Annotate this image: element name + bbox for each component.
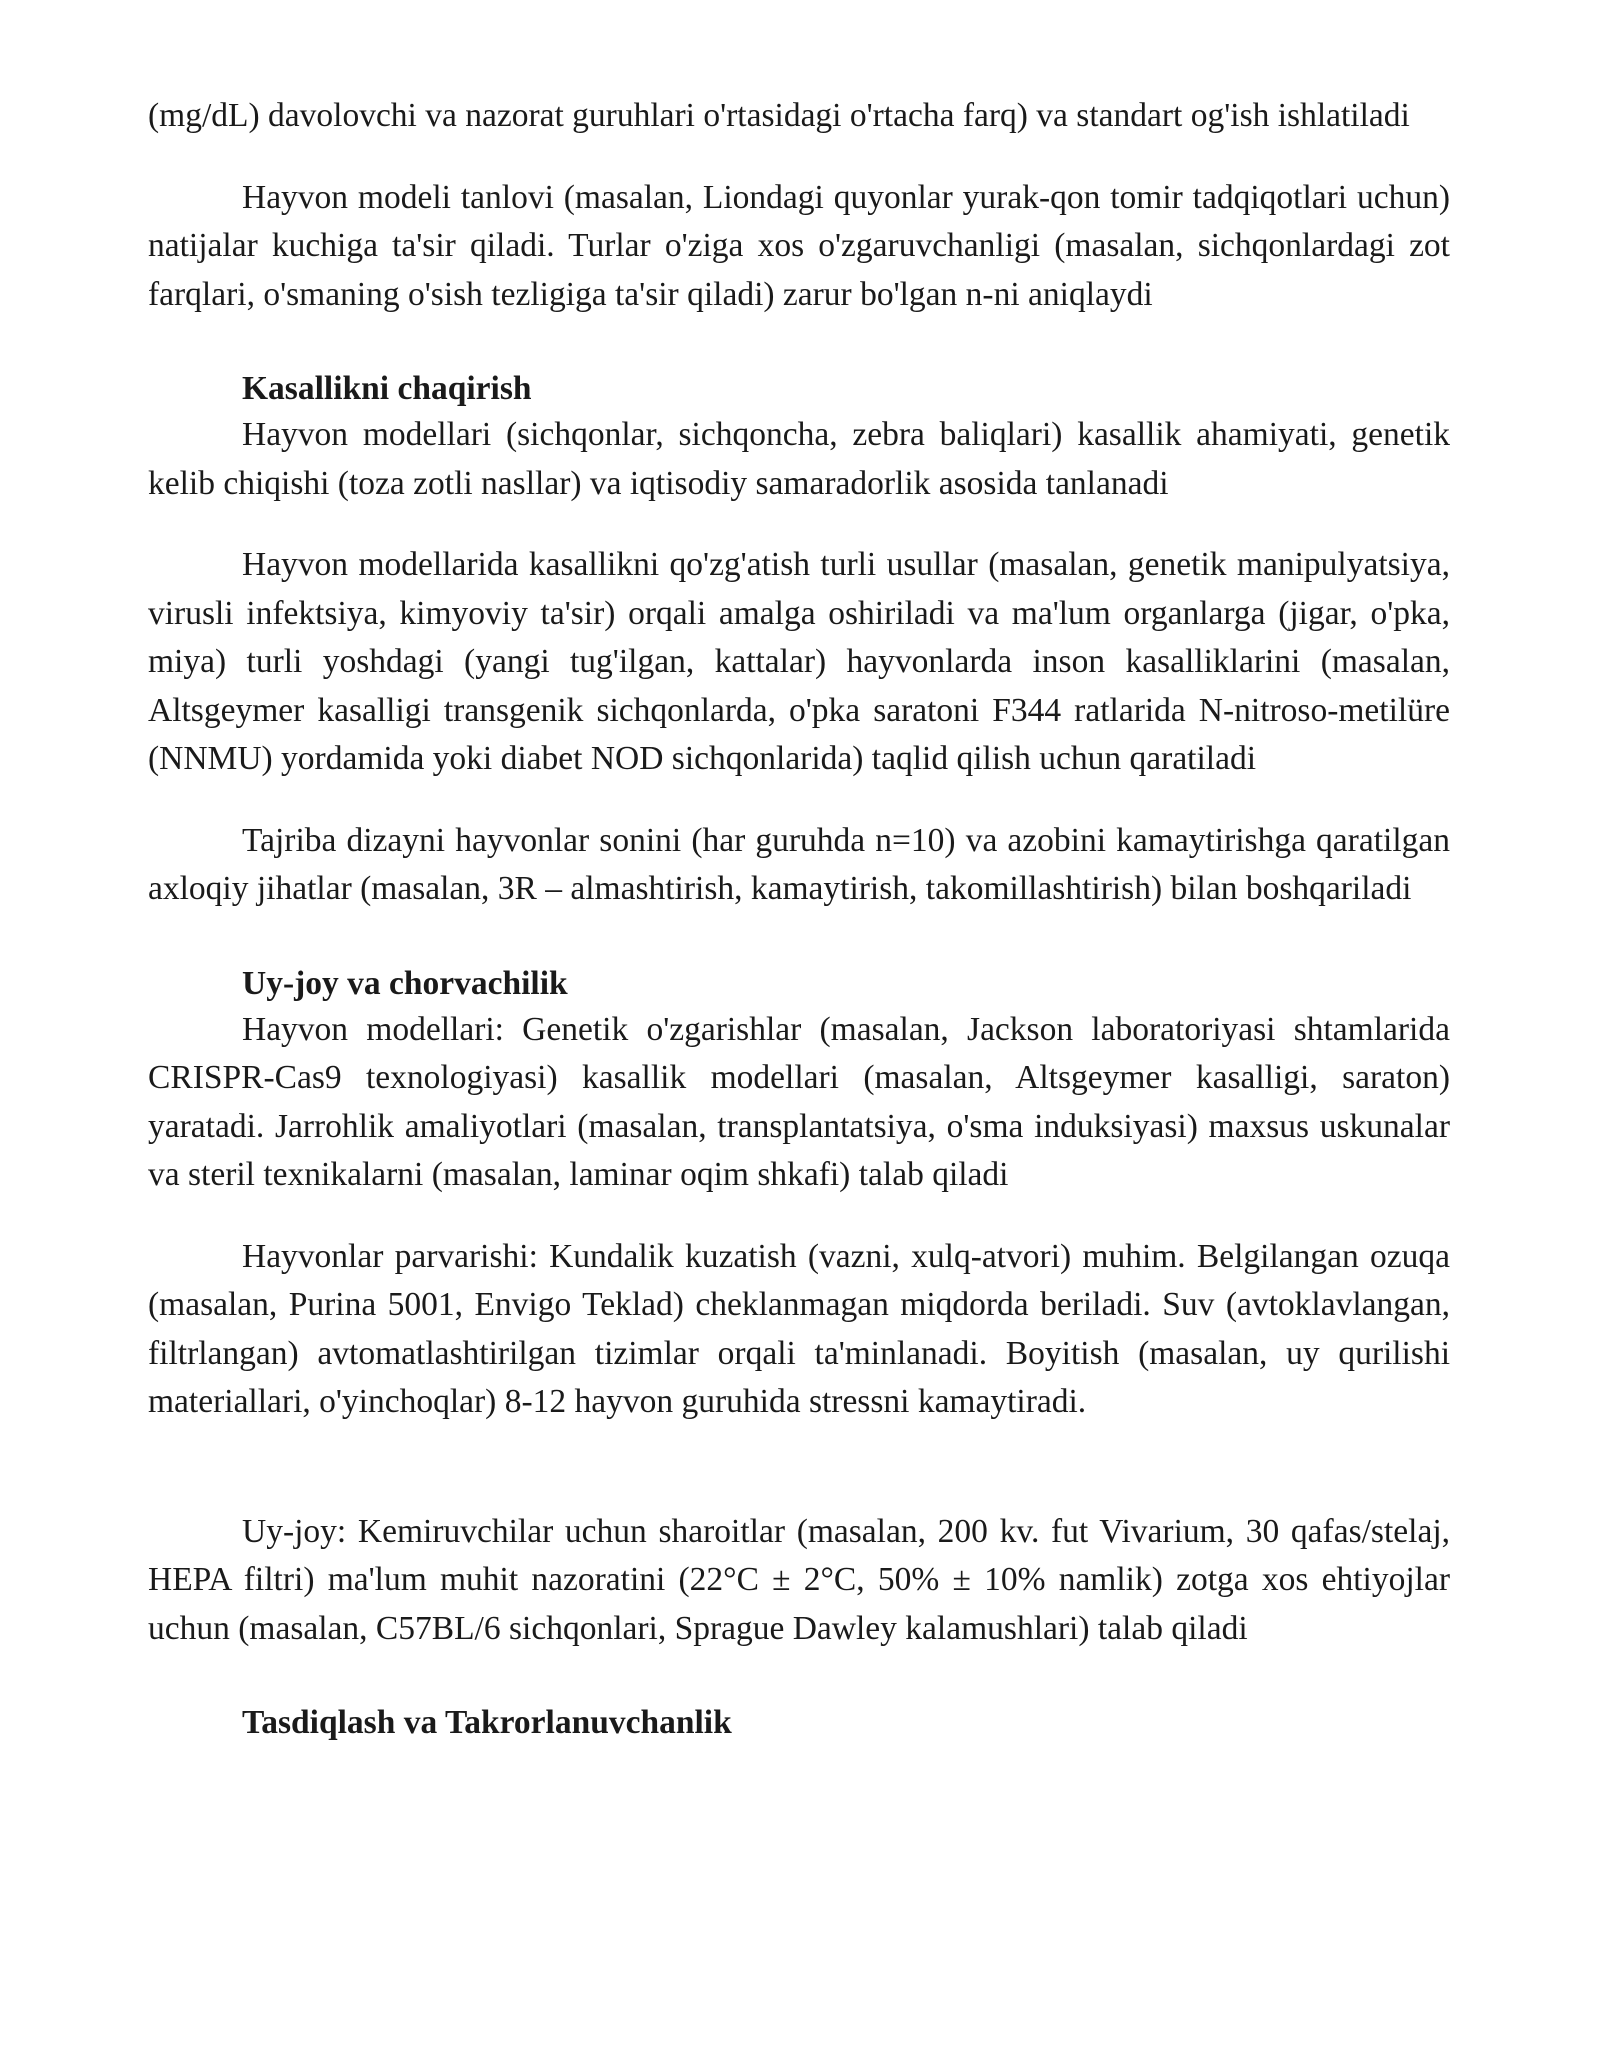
heading-validation-reproducibility: Tasdiqlash va Takrorlanuvchanlik <box>242 1704 732 1741</box>
heading-disease-induction: Kasallikni chaqirish <box>242 370 532 407</box>
paragraph-animal-models-selection: Hayvon modellari (sichqonlar, sichqoncha, zebra baliqlari) kasallik ahamiyati, genetik kelib chiqishi (toza zotli nasllar) va iqtisodiy samaradorlik asosida tanlanadi <box>148 416 1450 502</box>
heading-housing-husbandry: Uy-joy va chorvachilik <box>242 964 568 1002</box>
paragraph-animal-model-choice: Hayvon modeli tanlovi (masalan, Liondagi quyonlar yurak-qon tomir tadqiqotlari uchun) natijalar kuchiga ta'sir qiladi. Turlar o'ziga xos o'zgaruvchanligi (masalan, sichqonlardagi zot farqlari, o'smaning o'sish tezligiga ta'sir qiladi) zarur bo'lgan n-ni aniqlaydi <box>148 178 1450 313</box>
paragraph-animal-models-genetics: Hayvon modellari: Genetik o'zgarishlar (masalan, Jackson laboratoriyasi shtamlarida CRISPR-Cas9 texnologiyasi) kasallik modellari (masalan, Altsgeymer kasalligi, saraton) yaratadi. Jarrohlik amaliyotlari (masalan, transplantatsiya, o'sma induksiyasi) maxsus uskunalar va steril texnikalarni (masalan, laminar oqim shkafi) talab qiladi <box>148 1010 1450 1193</box>
paragraph-animal-care: Hayvonlar parvarishi: Kundalik kuzatish (vazni, xulq-atvori) muhim. Belgilangan ozuqa (masalan, Purina 5001, Envigo Teklad) cheklanmagan miqdorda beriladi. Suv (avtoklavlangan, filtrlangan) avtomatlashtirilgan tizimlar orqali ta'minlanadi. Boyitish (masalan, uy qurilishi materiallari, o'yinchoqlar) 8-12 hayvon guruhida stressni kamaytiradi. <box>148 1237 1450 1420</box>
paragraph-housing: Uy-joy: Kemiruvchilar uchun sharoitlar (masalan, 200 kv. fut Vivarium, 30 qafas/stelaj, HEPA filtri) ma'lum muhit nazoratini (22°C ± 2°C, 50% ± 10% namlik) zotga xos ehtiyojlar uchun (masalan, C57BL/6 sichqonlari, Sprague Dawley kalamushlari) talab qiladi <box>148 1512 1450 1647</box>
document-body <box>148 92 1450 1745</box>
paragraph-experiment-design: Tajriba dizayni hayvonlar sonini (har guruhda n=10) va azobini kamaytirishga qaratilgan axloqiy jihatlar (masalan, 3R – almashtirish, kamaytirish, takomillashtirish) bilan boshqariladi <box>148 821 1450 907</box>
paragraph-disease-induction-methods: Hayvon modellarida kasallikni qo'zg'atish turli usullar (masalan, genetik manipulyatsiya, virusli infektsiya, kimyoviy ta'sir) orqali amalga oshiriladi va ma'lum organlarga (jigar, o'pka, miya) turli yoshdagi (yangi tug'ilgan, kattalar) hayvonlarda inson kasalliklarini (masalan, Altsgeymer kasalligi transgenik sichqonlarda, o'pka saratoni F344 ratlarida N-nitroso-metilüre (NNMU) yordamida yoki diabet NOD sichqonlarida) taqlid qilish uchun qaratiladi <box>148 546 1450 777</box>
paragraph-continuation: (mg/dL) davolovchi va nazorat guruhlari o'rtasidagi o'rtacha farq) va standart og'ish ishlatiladi <box>148 97 1410 134</box>
